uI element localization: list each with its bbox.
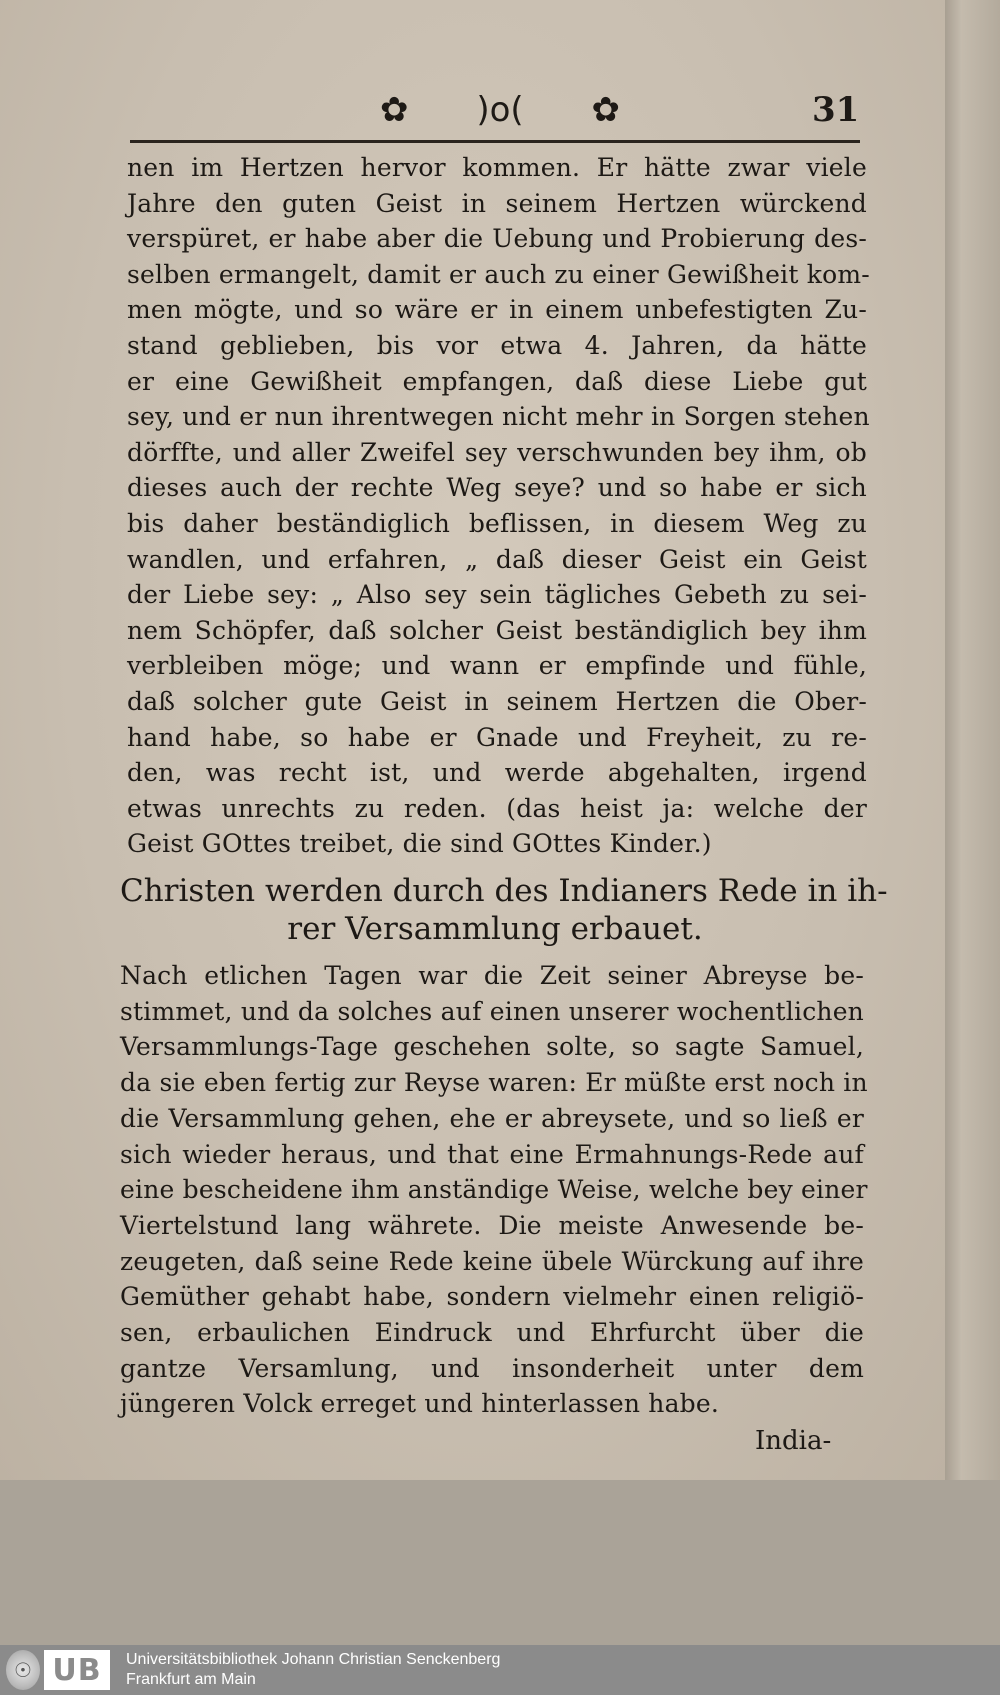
body-text-2 [120, 958, 868, 1422]
text-line: sen, erbaulichen Eindruck und Ehrfurcht über die [120, 1318, 864, 1348]
catchword: India- [755, 1426, 832, 1456]
text-line: dörffte, und aller Zweifel sey verschwunden bey ihm, ob [127, 437, 867, 467]
text-line: der Liebe sey: „ Also sey sein tägliches Gebeth zu sei- [127, 580, 867, 610]
text-line: sich wieder heraus, und that eine Ermahnungs-Rede auf [120, 1139, 864, 1169]
text-line: Gemüther gehabt habe, sondern vielmehr einen religiö- [120, 1282, 864, 1312]
section-heading [120, 872, 888, 948]
seal-icon: ☉ [6, 1650, 40, 1690]
library-logo[interactable] [0, 1645, 120, 1695]
text-line: daß solcher gute Geist in seinem Hertzen die Ober- [127, 686, 867, 716]
text-line: men mögte, und so wäre er in einem unbefestigten Zu- [127, 295, 867, 325]
library-city: Frankfurt am Main [126, 1671, 256, 1688]
text-line: bis daher beständiglich beflissen, in diesem Weg zu [127, 508, 867, 538]
page-number: 31 [812, 90, 860, 130]
text-line: Nach etlichen Tagen war die Zeit seiner Abreyse be- [120, 961, 864, 990]
text-line: Jahre den guten Geist in seinem Hertzen würckend [127, 188, 867, 218]
footer-text [120, 1650, 500, 1690]
text-line: den, was recht ist, und werde abgehalten, irgend [127, 758, 867, 788]
header-ornaments [380, 88, 620, 132]
ornament-center: )o( [476, 90, 524, 130]
text-line: gantze Versamlung, und insonderheit unter dem [120, 1353, 864, 1383]
ornament-right: ✿ [591, 90, 620, 130]
page-edge [945, 0, 1000, 1480]
text-line: hand habe, so habe er Gnade und Freyheit, zu re- [127, 722, 867, 752]
text-line: Geist GOttes treibet, die sind GOttes Kinder.) [127, 829, 712, 859]
page-background [0, 1480, 1000, 1645]
body-text [127, 150, 870, 862]
text-line: eine bescheidene ihm anständige Weise, welche bey einer [120, 1175, 868, 1205]
ornament-left: ✿ [380, 90, 409, 130]
text-line: jüngeren Volck erreget und hinterlassen habe. [120, 1389, 720, 1419]
text-line: rer Versammlung erbauet. [287, 911, 703, 947]
text-line: verspüret, er habe aber die Uebung und Probierung des- [127, 224, 867, 254]
text-line: selben ermangelt, damit er auch zu einer Gewißheit kom- [127, 259, 870, 289]
text-line: nem Schöpfer, daß solcher Geist beständiglich bey ihm [127, 615, 867, 645]
text-line: nen im Hertzen hervor kommen. Er hätte zwar viele [127, 153, 867, 182]
text-line: etwas unrechts zu reden. (das heist ja: welche der [127, 793, 867, 823]
header-rule [130, 140, 860, 143]
text-line: verbleiben möge; und wann er empfinde und fühle, [127, 651, 867, 681]
text-line: Christen werden durch des Indianers Rede in ih- [120, 873, 888, 909]
text-line: da sie eben fertig zur Reyse waren: Er müßte erst noch in [120, 1068, 868, 1098]
ub-logo-text: UB [44, 1650, 110, 1690]
library-name: Universitätsbibliothek Johann Christian Senckenberg [126, 1651, 501, 1668]
text-line: stimmet, und da solches auf einen unserer wochentlichen [120, 996, 864, 1026]
text-line: stand geblieben, bis vor etwa 4. Jahren, da hätte [127, 330, 867, 360]
text-line: Viertelstund lang währete. Die meiste Anwesende be- [120, 1210, 864, 1240]
text-line: Versammlungs-Tage geschehen solte, so sagte Samuel, [120, 1032, 864, 1062]
text-line: dieses auch der rechte Weg seye? und so habe er sich [127, 473, 867, 503]
text-line: er eine Gewißheit empfangen, daß diese Liebe gut [127, 366, 867, 396]
text-line: sey, und er nun ihrentwegen nicht mehr in Sorgen stehen [127, 402, 870, 432]
footer-bar [0, 1645, 1000, 1695]
text-line: wandlen, und erfahren, „ daß dieser Geist ein Geist [127, 544, 867, 574]
text-line: die Versammlung gehen, ehe er abreysete, und so ließ er [120, 1103, 864, 1133]
text-line: zeugeten, daß seine Rede keine übele Würckung auf ihre [120, 1246, 864, 1276]
